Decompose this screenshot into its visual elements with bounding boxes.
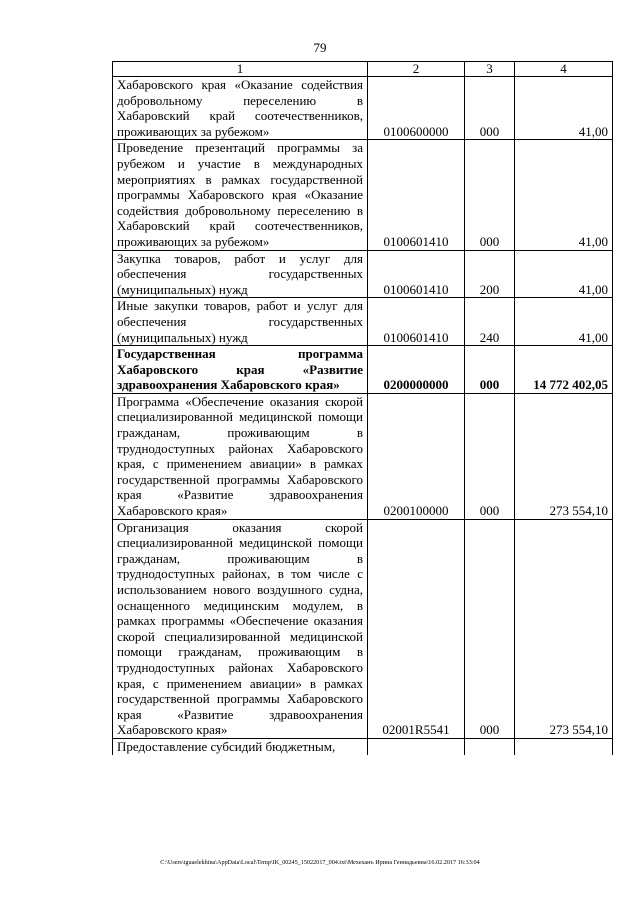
row-amount: 41,00 [515,77,613,140]
row-expense-type: 000 [465,519,515,738]
row-target-code: 0200100000 [368,393,465,519]
page-number: 79 [313,40,327,55]
row-target-code: 0100601410 [368,298,465,346]
row-name: Государственная программа Хабаровского края «Развитие здравоохранения Хабаровского края» [113,346,368,394]
row-target-code: 0200000000 [368,346,465,394]
table-row [113,250,613,298]
row-name: Предоставление субсидий бюджетным, [113,738,368,754]
row-name: Иные закупки товаров, работ и услуг для обеспечения государственных (муниципальных) нужд [113,298,368,346]
row-amount: 41,00 [515,140,613,250]
row-name: Хабаровского края «Оказание содействия добровольному переселению в Хабаровский край соотечественников, проживающих за рубежом» [113,77,368,140]
row-amount: 41,00 [515,250,613,298]
row-target-code: 0100601410 [368,250,465,298]
row-expense-type: 000 [465,346,515,394]
row-expense-type [465,738,515,754]
table-row [113,519,613,738]
table-header-row [113,62,613,77]
row-target-code: 0100600000 [368,77,465,140]
row-amount: 273 554,10 [515,393,613,519]
row-name: Закупка товаров, работ и услуг для обеспечения государственных (муниципальных) нужд [113,250,368,298]
table-row-continued [113,738,613,754]
row-expense-type: 000 [465,140,515,250]
row-name: Программа «Обеспечение оказания скорой специализированной медицинской помощи гражданам, проживающим в труднодоступных районах Хабаровского края, с применением авиации» в рамках государственной программы Хабаровского края «Развитие здравоохранения Хабаровского края» [113,393,368,519]
row-name: Проведение презентаций программы за рубежом и участие в международных мероприятиях в рамках государственной программы Хабаровского края «Оказание содействия добровольному переселению в Хабаровский край соотечественников, проживающих за рубежом» [113,140,368,250]
row-amount: 273 554,10 [515,519,613,738]
row-amount [515,738,613,754]
document-footer-path: C:\Users\iguaelekhina\AppData\Local\Temp\IK_00245_15022017_004.txt\Мехеханъ Ирина Геннадьевна\16.02.2017 16:33:04 [160,859,480,866]
row-target-code: 02001R5541 [368,519,465,738]
table-row [113,298,613,346]
row-expense-type: 000 [465,77,515,140]
table-row-program-total [113,346,613,394]
column-header-amount: 4 [515,62,613,77]
row-amount: 41,00 [515,298,613,346]
row-amount: 14 772 402,05 [515,346,613,394]
row-expense-type: 240 [465,298,515,346]
column-header-type: 3 [465,62,515,77]
row-expense-type: 200 [465,250,515,298]
table-row [113,140,613,250]
row-name: Организация оказания скорой специализированной медицинской помощи гражданам, проживающим в труднодоступных районах, в том числе с использованием нового воздушного судна, оснащенного медицинским модулем, в рамках программы «Обеспечение оказания скорой специализированной медицинской помощи гражданам, проживающим в труднодоступных районах Хабаровского края, с применением авиации» в рамках государственной программы Хабаровского края «Развитие здравоохранения Хабаровского края» [113,519,368,738]
row-target-code [368,738,465,754]
budget-table [112,61,613,755]
table-row [113,77,613,140]
column-header-code: 2 [368,62,465,77]
table-row [113,393,613,519]
row-target-code: 0100601410 [368,140,465,250]
row-expense-type: 000 [465,393,515,519]
column-header-name: 1 [113,62,368,77]
